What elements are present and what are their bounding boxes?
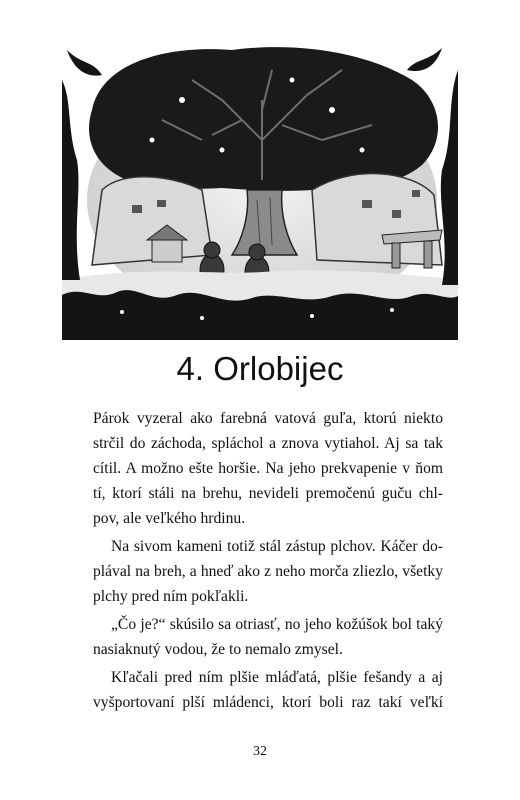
text-line: Párok vyzeral ako farebná vatová guľa, ktorú niekto	[93, 410, 443, 427]
tree-village-drawing	[62, 40, 458, 340]
text-line: Na sivom kameni totiž stál zástup plchov. Káčer do-	[111, 538, 443, 555]
paragraph-2	[93, 534, 443, 609]
paragraph-4	[93, 665, 443, 715]
text-line: cítil. A možno ešte horšie. Na jeho prekvapenie v ňom	[93, 460, 443, 477]
paragraph-1	[93, 406, 443, 531]
text-line: plchy pred ním pokľakli.	[93, 588, 249, 605]
chapter-illustration	[62, 40, 458, 340]
text-line: strčil do záchoda, spláchol a znova vytiahol. Aj sa tak	[93, 435, 443, 452]
paragraph-3	[93, 612, 443, 662]
text-line: nasiaknutý vodou, že to nemalo zmysel.	[93, 641, 343, 658]
text-line: „Čo je?“ skúsilo sa otriasť, no jeho kožúšok bol taký	[111, 616, 443, 633]
chapter-title: 4. Orlobijec	[176, 350, 344, 387]
text-line: tí, ktorí stáli na brehu, nevideli premočenú guču chl-	[93, 485, 443, 502]
text-line: pov, ale veľkého hrdinu.	[93, 510, 246, 527]
chapter-body	[93, 406, 443, 715]
text-line: vyšportovaní plší mládenci, ktorí boli raz takí veľkí	[93, 694, 443, 711]
text-line: Kľačali pred ním plšie mláďatá, plšie fešandy a aj	[111, 669, 443, 686]
page-number: 32	[253, 744, 267, 759]
text-line: plával na breh, a hneď ako z neho morča zliezlo, všetky	[93, 563, 443, 580]
